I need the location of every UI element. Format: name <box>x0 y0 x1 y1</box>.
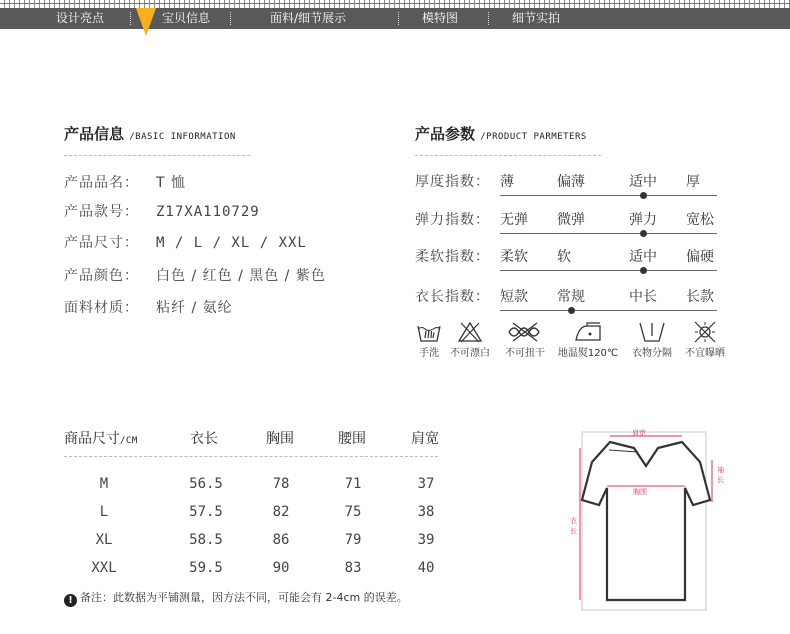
care-label: 衣物分隔 <box>632 348 672 359</box>
nav-item-fabric-detail[interactable]: 面料/细节展示 <box>270 11 347 25</box>
product-info-title <box>64 123 236 144</box>
size-label-cell: M <box>99 476 109 492</box>
size-value-cell: 82 <box>272 504 290 520</box>
section-nav-bar <box>0 8 790 29</box>
product-info-title-en: /BASIC INFORMATION <box>129 132 236 142</box>
size-table-unit: /CM <box>120 436 138 446</box>
param-option: 软 <box>557 249 571 265</box>
product-info-title-cn: 产品信息 <box>64 125 125 143</box>
param-label: 厚度指数： <box>415 174 490 190</box>
info-row-sizes <box>64 232 307 252</box>
param-option: 偏硬 <box>686 249 714 265</box>
wash-separately-icon <box>637 320 667 344</box>
nav-separator <box>488 12 489 25</box>
table-header-length: 衣长 <box>190 431 218 447</box>
size-table-title <box>64 428 138 448</box>
size-table-title-cn: 商品尺寸 <box>64 431 120 447</box>
param-scale-line <box>500 270 717 271</box>
param-label: 柔软指数： <box>415 249 490 265</box>
info-label: 产品款号： <box>64 204 139 220</box>
nav-item-design[interactable]: 设计亮点 <box>56 11 105 25</box>
care-item <box>500 320 550 359</box>
no-wring-icon <box>505 320 545 344</box>
care-item <box>446 320 494 359</box>
active-nav-marker <box>136 8 156 36</box>
table-header-waist: 腰围 <box>338 431 366 447</box>
length-measure-label: 衣长 <box>570 517 577 535</box>
info-label: 产品尺寸： <box>64 235 139 251</box>
size-label-cell: L <box>99 504 109 520</box>
decorative-chain-border <box>0 0 790 8</box>
param-option: 薄 <box>500 174 514 190</box>
param-option: 微弹 <box>557 212 585 228</box>
size-value-cell: 39 <box>417 532 435 548</box>
size-value-cell: 40 <box>417 560 435 576</box>
param-option: 长款 <box>686 289 714 305</box>
param-option: 短款 <box>500 289 528 305</box>
nav-separator <box>230 12 231 25</box>
param-option: 常规 <box>557 289 585 305</box>
sleeve-measure-label: 袖长 <box>717 466 724 484</box>
param-option: 中长 <box>629 289 657 305</box>
param-scale-line <box>500 310 717 311</box>
care-label: 地温熨120℃ <box>557 348 619 359</box>
info-value: Z17XA110729 <box>156 204 260 220</box>
param-option: 厚 <box>686 174 700 190</box>
info-value: 白色 / 红色 / 黑色 / 紫色 <box>156 268 326 284</box>
info-row-colors <box>64 265 326 285</box>
size-value-cell: 57.5 <box>189 504 223 520</box>
info-row-name <box>64 172 186 192</box>
product-params-title <box>415 123 587 144</box>
size-value-cell: 38 <box>417 504 435 520</box>
size-label-cell: XXL <box>91 560 117 576</box>
table-header-shoulder: 肩宽 <box>411 431 439 447</box>
shoulder-measure-label: 肩宽 <box>632 429 646 437</box>
param-option: 偏薄 <box>557 174 585 190</box>
divider <box>64 155 250 156</box>
param-scale-line <box>500 195 717 196</box>
product-params-title-en: /PRODUCT PARMETERS <box>480 132 587 142</box>
care-item <box>556 320 620 359</box>
care-label: 不宜曝晒 <box>685 348 725 359</box>
info-label: 产品品名： <box>64 175 139 191</box>
chest-measure-label: 胸围 <box>633 488 647 496</box>
table-divider <box>64 456 438 457</box>
nav-item-model[interactable]: 模特图 <box>422 11 459 25</box>
size-value-cell: 71 <box>344 476 362 492</box>
param-selected-dot <box>640 230 647 237</box>
product-params-title-cn: 产品参数 <box>415 125 476 143</box>
param-selected-dot <box>640 192 647 199</box>
info-label: 产品颜色： <box>64 268 139 284</box>
nav-item-detail-photos[interactable]: 细节实拍 <box>512 11 561 25</box>
param-scale-line <box>500 233 717 234</box>
size-value-cell: 86 <box>272 532 290 548</box>
info-value: T 恤 <box>156 175 187 191</box>
param-option: 柔软 <box>500 249 528 265</box>
param-option: 宽松 <box>686 212 714 228</box>
care-item <box>414 320 444 359</box>
care-label: 手洗 <box>419 348 439 359</box>
param-selected-dot <box>568 307 575 314</box>
size-label-cell: XL <box>95 532 113 548</box>
no-sun-icon <box>692 320 718 344</box>
no-bleach-icon <box>457 320 483 344</box>
size-value-cell: 58.5 <box>189 532 223 548</box>
tshirt-measurement-diagram <box>560 422 730 622</box>
care-label: 不可扭干 <box>505 348 545 359</box>
param-option: 适中 <box>629 174 657 190</box>
param-option: 适中 <box>629 249 657 265</box>
info-value: 粘纤 / 氨纶 <box>156 300 233 316</box>
param-option: 弹力 <box>629 212 657 228</box>
info-row-style-number <box>64 201 260 221</box>
info-label: 面料材质： <box>64 300 139 316</box>
alert-icon: ! <box>64 594 77 607</box>
size-value-cell: 75 <box>344 504 362 520</box>
size-value-cell: 59.5 <box>189 560 223 576</box>
measurement-note <box>64 589 408 607</box>
info-row-material <box>64 297 233 317</box>
care-label: 不可漂白 <box>450 348 490 359</box>
size-value-cell: 37 <box>417 476 435 492</box>
hand-wash-icon <box>416 320 442 344</box>
nav-separator <box>130 12 131 25</box>
nav-separator <box>398 12 399 25</box>
table-header-chest: 胸围 <box>266 431 294 447</box>
care-item <box>680 320 730 359</box>
low-iron-icon <box>573 320 603 344</box>
size-value-cell: 78 <box>272 476 290 492</box>
divider <box>415 155 601 156</box>
size-value-cell: 83 <box>344 560 362 576</box>
size-value-cell: 79 <box>344 532 362 548</box>
param-label: 弹力指数： <box>415 212 490 228</box>
info-value: M / L / XL / XXL <box>156 235 307 251</box>
size-value-cell: 56.5 <box>189 476 223 492</box>
nav-item-product-info[interactable]: 宝贝信息 <box>162 11 211 25</box>
note-text: 备注：此数据为平铺测量，因方法不同，可能会有 2-4cm 的误差。 <box>80 591 408 604</box>
size-value-cell: 90 <box>272 560 290 576</box>
param-label: 衣长指数： <box>415 289 490 305</box>
param-selected-dot <box>640 267 647 274</box>
care-item <box>626 320 678 359</box>
param-option: 无弹 <box>500 212 528 228</box>
